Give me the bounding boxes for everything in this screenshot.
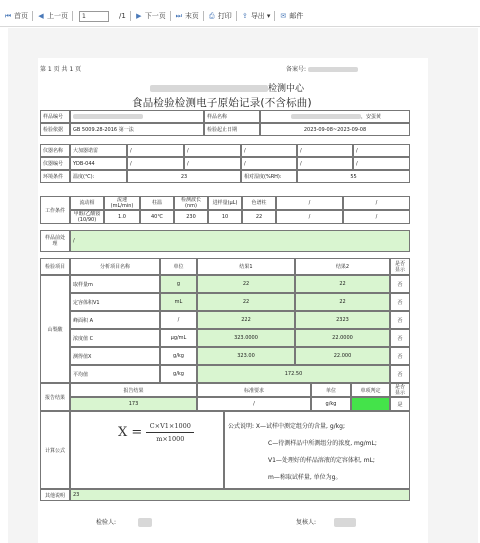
export-icon: ⇪ (241, 12, 248, 20)
prev-page-button[interactable]: ◀ 上一页 (38, 12, 68, 20)
sample-name-label: 样品名称 (204, 110, 260, 123)
chevron-down-icon: ▾ (266, 12, 271, 20)
next-page-icon: ▶ (136, 12, 142, 20)
redacted-text (150, 85, 268, 92)
formula-lhs: X = (118, 424, 143, 440)
col-item: 检验项目 (40, 258, 70, 275)
next-page-button[interactable]: ▶ 下一页 (136, 12, 166, 20)
inspector-signature: 检验人: (96, 517, 152, 527)
col-report: 是否显示 (390, 258, 410, 275)
param-name: 浓度值 C (70, 329, 160, 347)
redacted-text (73, 114, 143, 119)
param-name: 平均值 (70, 365, 160, 383)
param-result1[interactable]: 22 (197, 293, 295, 311)
instrument-no-empty: / (297, 157, 353, 170)
instrument-name-label: 仪器名称 (40, 144, 70, 157)
param-result2[interactable]: 22.0000 (295, 329, 390, 347)
sample-no-value (70, 110, 204, 123)
sample-no-label: 样品编号 (40, 110, 70, 123)
instrument-name-empty: / (297, 144, 353, 157)
work-value: 甲醇/乙酸铵(10/90) (70, 210, 104, 224)
temp-label: 温度(℃): (70, 170, 127, 183)
report-judge-value[interactable] (351, 397, 390, 411)
date-label: 检验起止日期 (204, 123, 260, 136)
humidity-label: 相对湿度(%RH): (241, 170, 297, 183)
param-result2[interactable]: 2323 (295, 311, 390, 329)
page-title: 食品检验检测电子原始记录(不含标曲) (132, 97, 312, 109)
param-name: 取样量m (70, 275, 160, 293)
instrument-no-empty: / (184, 157, 241, 170)
instrument-name-value: 大加器诺雷 (70, 144, 127, 157)
param-unit: μg/mL (160, 329, 197, 347)
work-value: 230 (174, 210, 208, 224)
param-unit: / (160, 311, 197, 329)
work-value: / (276, 210, 343, 224)
instrument-no-value: YDB-044 (70, 157, 127, 170)
report-col-std: 标准要求 (197, 383, 311, 397)
formula-desc-line: V1—处理好的样品溶液的定容体积, mL; (268, 457, 375, 464)
print-button[interactable]: ⎙ 打印 (209, 12, 232, 20)
mail-icon: ✉ (280, 12, 287, 20)
toolbar-border (0, 26, 480, 27)
prev-page-icon: ◀ (38, 12, 44, 20)
param-result1[interactable]: 323.0000 (197, 329, 295, 347)
toolbar-divider (203, 11, 204, 21)
page-info: 第 1 页 共 1 页 (40, 66, 82, 73)
calc-label: 计算公式 (40, 411, 70, 489)
param-result1[interactable]: 222 (197, 311, 295, 329)
col-unit: 单位 (160, 258, 197, 275)
work-header: 进样量(μL) (208, 196, 242, 210)
first-page-icon: ⏮ (4, 12, 12, 20)
record-number: 备案号: (286, 64, 358, 73)
formula-desc-line: C—待测样品中所测组分的浓度, mg/mL; (268, 440, 377, 447)
work-value: 22 (242, 210, 276, 224)
toolbar-divider (130, 11, 131, 21)
work-header: 检测波长(nm) (174, 196, 208, 210)
param-result2[interactable]: 22 (295, 275, 390, 293)
last-page-icon: ⏭ (175, 12, 182, 20)
instrument-name-empty: / (241, 144, 297, 157)
sample-name-value: ，安蛋黄 (260, 110, 410, 123)
param-report: 否 (390, 329, 410, 347)
mail-button[interactable]: ✉ 邮件 (280, 12, 304, 20)
param-name: 定容体积V1 (70, 293, 160, 311)
date-value: 2023-09-08~2023-09-08 (260, 123, 410, 136)
work-header: 色谱柱 (242, 196, 276, 210)
report-display-value: 是 (390, 397, 410, 411)
reviewer-signature: 复核人: (296, 517, 356, 527)
toolbar-divider (72, 11, 73, 21)
instrument-name-empty: / (353, 144, 410, 157)
item-group-label: 山梨酸 (40, 275, 70, 383)
param-result2[interactable]: 22.000 (295, 347, 390, 365)
basis-value: GB 5009.28-2016 第一法 (70, 123, 204, 136)
work-value: 40℃ (140, 210, 174, 224)
work-header: / (343, 196, 410, 210)
temp-value: 23 (127, 170, 241, 183)
toolbar-divider (32, 11, 33, 21)
humidity-value: 55 (297, 170, 410, 183)
other-value[interactable]: 23 (70, 489, 410, 501)
instrument-name-empty: / (184, 144, 241, 157)
org-title: 检测中心 (150, 81, 304, 94)
report-unit-value: g/kg (311, 397, 351, 411)
other-label: 其他说明 (40, 489, 70, 501)
param-unit: g (160, 275, 197, 293)
pretreat-label: 样品前处理 (40, 230, 70, 252)
redacted-text (308, 67, 358, 72)
toolbar-divider (170, 11, 171, 21)
work-label: 工作条件 (40, 196, 70, 224)
work-value: 10 (208, 210, 242, 224)
redacted-text (291, 114, 361, 119)
last-page-button[interactable]: ⏭ 末页 (175, 12, 199, 20)
param-result1[interactable]: 323.00 (197, 347, 295, 365)
report-col-result: 报告结果 (70, 383, 197, 397)
report-col-unit: 单位 (311, 383, 351, 397)
toolbar-divider (274, 11, 275, 21)
param-report: 否 (390, 275, 410, 293)
param-unit: mL (160, 293, 197, 311)
instrument-no-empty: / (241, 157, 297, 170)
export-button[interactable]: ⇪ 导出 ▾ (241, 12, 271, 20)
page-total: /1 (119, 12, 126, 20)
param-report: 否 (390, 365, 410, 383)
formula-fraction (146, 422, 194, 443)
instrument-no-empty: / (127, 157, 184, 170)
formula-desc-line: 公式说明: X—试样中测定组分的含量, g/kg; (228, 423, 345, 430)
param-report: 否 (390, 347, 410, 365)
work-header: / (276, 196, 343, 210)
formula-denominator: m×1000 (156, 434, 185, 443)
work-value: 1.0 (104, 210, 140, 224)
work-header: 柱温 (140, 196, 174, 210)
first-page-button[interactable]: ⏮ 首页 (4, 12, 28, 20)
instrument-no-empty: / (353, 157, 410, 170)
param-result1[interactable]: 22 (197, 275, 295, 293)
redacted-text (334, 518, 356, 527)
param-report: 否 (390, 293, 410, 311)
param-average[interactable]: 172.50 (197, 365, 390, 383)
work-header: 流动相 (70, 196, 104, 210)
work-value: / (343, 210, 410, 224)
param-unit: g/kg (160, 347, 197, 365)
report-std-value: / (197, 397, 311, 411)
col-result2: 结果2 (295, 258, 390, 275)
param-report: 否 (390, 311, 410, 329)
formula (118, 422, 194, 443)
pretreat-value: / (70, 230, 410, 252)
viewer-toolbar (0, 8, 480, 24)
fraction-bar (146, 432, 194, 433)
redacted-text (138, 518, 152, 527)
instrument-no-label: 仪器编号 (40, 157, 70, 170)
formula-numerator: C×V1×1000 (149, 422, 191, 430)
toolbar-divider (236, 11, 237, 21)
report-col-display: 是否显示 (390, 383, 410, 397)
param-name: 测得值X (70, 347, 160, 365)
env-label: 环境条件 (40, 170, 70, 183)
work-header: 流速(mL/min) (104, 196, 140, 210)
report-result-value[interactable]: 173 (70, 397, 197, 411)
instrument-name-empty: / (127, 144, 184, 157)
report-col-judge: 单项判定 (351, 383, 390, 397)
col-param: 分析项目名称 (70, 258, 160, 275)
param-name: 峰面积 A (70, 311, 160, 329)
param-result2[interactable]: 22 (295, 293, 390, 311)
page-number-input[interactable]: 1 (79, 11, 109, 22)
col-result1: 结果1 (197, 258, 295, 275)
formula-desc-line: m—称取试样量, 单位为g。 (268, 474, 342, 481)
report-label: 报告结果 (40, 383, 70, 411)
basis-label: 检验依据 (40, 123, 70, 136)
param-unit: g/kg (160, 365, 197, 383)
print-icon: ⎙ (209, 12, 215, 20)
